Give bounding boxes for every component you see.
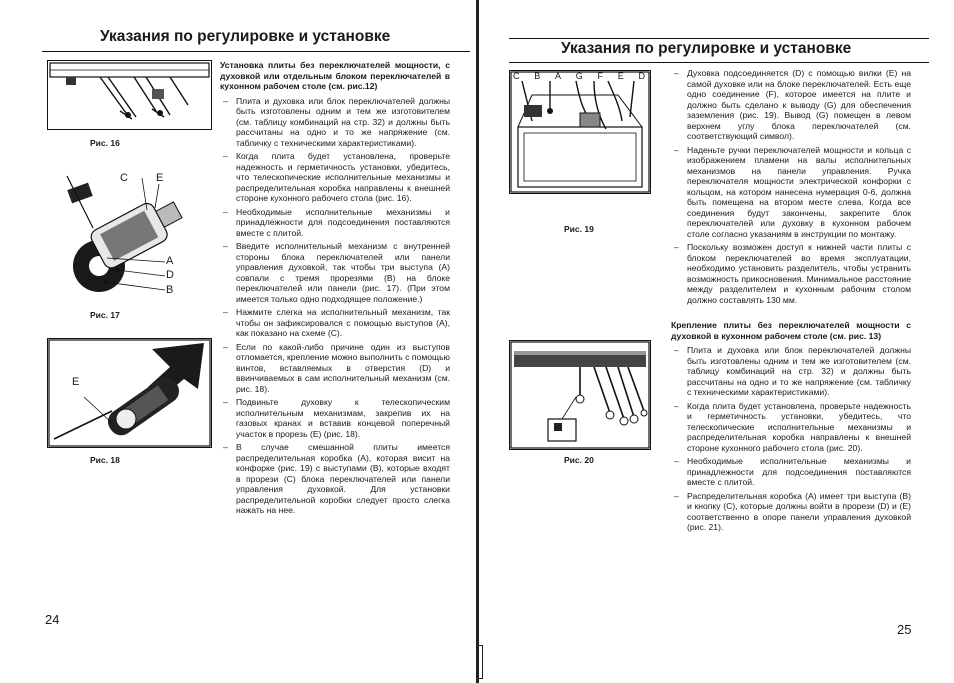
instruction-list [220,96,450,516]
instruction-list-top [671,68,911,305]
list-item: – Плита и духовка или блок переключателей должны быть изготовлены одним и тем же изготовителем (см. таблицу комбинаций на стр. 32) и должны быть рассчитаны на одно и то же напряжение (см. табличку с техническими характеристиками). [220,96,450,149]
page-title: Указания по регулировке и установке [561,40,852,57]
list-item: – Введите исполнительный механизм с внутренней стороны блока переключателей или панели управления духовкой, так чтобы три выступа (А) совпали с тремя прорезями (В) на блоке переключателей или панели (рис. 17). (При этом имеется только одно подходящее положение.) [220,241,450,304]
figure-17-label-b: B [166,284,174,296]
figure-18-caption: Рис. 18 [90,455,120,465]
figure-17-label-e: E [156,172,164,184]
figure-20-caption: Рис. 20 [564,455,594,465]
figure-19-label: B [534,71,541,81]
section-title: Установка плиты без переключателей мощности, с духовкой или отдельным блоком переключателей в кухонном рабочем столе (см. рис.12) [220,60,450,91]
list-item: – Необходимые исполнительные механизмы и принадлежности для подсоединения поставляются вместе с плитой. [220,207,450,239]
page-number: 24 [45,612,60,627]
figure-16-caption: Рис. 16 [90,138,120,148]
figure-19-labels [513,71,645,81]
right-page [479,0,954,683]
list-item: – Распределительная коробка (А) имеет три выступа (В) и кнопку (С), которые должны войти в прорези (D) и (Е) соответственно в опоре панели управления духовкой (рис. 21). [671,491,911,533]
left-page [0,0,476,683]
figure-19-illustration [509,70,651,194]
list-item: – Когда плита будет установлена, проверьте надежность и герметичность установки, убедитесь, что телескопические исполнительные механизмы и распределительная коробка направлены к внешней стороне кухонного рабочего стола (рис. 20). [671,401,911,454]
figure-19-label: C [513,71,520,81]
section-title: Крепление плиты без переключателей мощности с духовкой в кухонном рабочем столе (см. рис. 13) [671,320,911,341]
figure-17-label-a: A [166,255,174,267]
title-rule-bottom [509,62,929,63]
figure-19-label: A [554,71,561,81]
page-number: 25 [897,622,912,637]
title-rule [42,51,470,52]
figure-17-label-c: C [120,172,128,184]
list-item: – Поскольку возможен доступ к нижней части плиты с блоком переключателей во время эксплуатации, необходимо установить разделитель, чтобы устранить возможность прикосновения. Минимальное расстояние между разделителем и кухонным рабочим столом должно составлять 130 мм. [671,242,911,305]
figure-18-illustration [47,338,212,448]
list-item: – Плита и духовка или блок переключателей должны быть изготовлены одним и тем же изготовителем (см. таблицу комбинаций на стр. 32) и должны быть рассчитаны на одно и то же напряжение (см. табличку с техническими характеристиками). [671,345,911,398]
list-item: – Когда плита будет установлена, проверьте надежность и герметичность установки, убедитесь, что телескопические исполнительные механизмы и распределительная коробка направлены к внешней стороне кухонного рабочего стола (рис. 16). [220,151,450,204]
list-item: – Необходимые исполнительные механизмы и принадлежности для подсоединения поставляются вместе с плитой. [671,456,911,488]
right-text-column [671,68,911,536]
figure-19-label: E [617,71,624,81]
figure-19-label: D [638,71,645,81]
figure-17-caption: Рис. 17 [90,310,120,320]
list-item: – Духовка подсоединяется (D) с помощью вилки (Е) на самой духовке или на блоке переключателей. Есть еще одно соединение (F), которое имеется на плите и должно быть сделано к выводу (G) для обеспечения заземления (рис. 19). Вывод (G) помещен в левом верхнем углу блока переключателей (см. соответствующий символ). [671,68,911,142]
figure-18-label-e: E [72,376,80,388]
figure-20-illustration [509,340,651,450]
instruction-list-bottom [671,345,911,533]
left-text-column [220,60,450,519]
figure-17-illustration [47,158,210,303]
figure-19-label: G [575,71,583,81]
figure-16-illustration [47,60,212,130]
list-item: – Если по какой-либо причине один из выступов отломается, крепление можно выполнить с помощью винтов, вставляемых в отверстия (D) и ввинчиваемых в сам исполнительный механизм (см. рис. 18). [220,342,450,395]
figure-19-caption: Рис. 19 [564,224,594,234]
figure-19-label: F [597,71,603,81]
list-item: – Наденьте ручки переключателей мощности и кольца с изображением пламени на валы исполнительных механизмов на панели управления. Ручка переключателя мощности электрической конфорки с кольцом, на котором нанесена нумерация 0-6, должна быть помещена на втором месте слева. Когда все соединения будут закончены, закрепите блок переключателей или духовку в кухонном рабочем столе согласно указаниям в инструкции по монтажу. [671,145,911,240]
page-title: Указания по регулировке и установке [100,28,391,45]
list-item: – Нажмите слегка на исполнительный механизм, так чтобы он зафиксировался с помощью выступов (А), как показано на схеме (С). [220,307,450,339]
list-item: – Подвиньте духовку к телескопическим исполнительным механизмам, закрепив их на газовых кранах и вставив концевой поперечный участок в прорезь (Е) (рис. 18). [220,397,450,439]
list-item: – В случае смешанной плиты имеется распределительная коробка (А), которая висит на конфорке (рис. 19) с выступами (В), которые входят в прорези (С) блока переключателей или панели управления духовкой. Для установки распределительной коробки следует просто слегка нажать на нее. [220,442,450,516]
figure-17-label-d: D [166,269,174,281]
title-rule-top [509,38,929,39]
